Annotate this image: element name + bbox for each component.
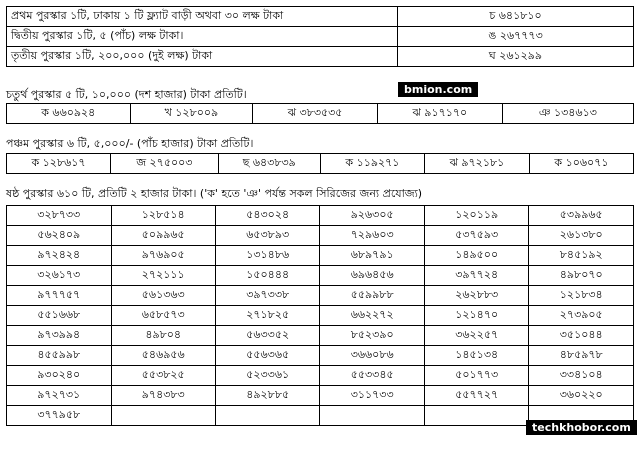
prize-number: ১৪৫১৩৪ bbox=[424, 346, 529, 366]
prize-number: ৫৫৩৮২৫ bbox=[111, 366, 215, 386]
prize-number: খ ১২৮০০৯ bbox=[130, 104, 253, 124]
prize-number: ১২১৮৩৪ bbox=[529, 286, 634, 306]
prize-number: জ ২৭৫০০৩ bbox=[111, 154, 219, 174]
fourth-prize-caption: চতুর্থ পুরস্কার ৫ টি, ১০,০০০ (দশ হাজার) টাকা প্রতিটি। bbox=[6, 88, 247, 101]
prize-number: ক ১১৯২৭১ bbox=[320, 154, 424, 174]
prize-number: ৫৬৩৩৫২ bbox=[215, 326, 319, 346]
prize-number: ক ১২৮৬১৭ bbox=[7, 154, 111, 174]
table-row bbox=[7, 7, 634, 27]
prize-number: ৩৬০২২০ bbox=[529, 386, 634, 406]
prize-number: ৪৯৮০৭০ bbox=[529, 266, 634, 286]
prize-number bbox=[215, 406, 319, 426]
prize-number: ৭২৯৬০৩ bbox=[320, 226, 425, 246]
prize-number: ২৬২৮৮৩ bbox=[424, 286, 529, 306]
sixth-prize-caption: ষষ্ঠ পুরস্কার ৬১০ টি, প্রতিটি ২ হাজার টাকা। ('ক' হতে 'ঞ' পর্যন্ত সকল সিরিজের জন্য প্রযোজ্য) bbox=[6, 187, 423, 200]
prize-number: ৪৫৫৯৯৮ bbox=[7, 346, 112, 366]
prize-number: ১২৮৫১৪ bbox=[111, 206, 215, 226]
prize-number bbox=[111, 406, 215, 426]
prize-number: ৯৭৩৯৯৪ bbox=[7, 326, 112, 346]
prize-number: ৫৫১৬৬৮ bbox=[7, 306, 112, 326]
prize-number: ২৭৩৯০৫ bbox=[529, 306, 634, 326]
prize-number: ক ১০৬০৭১ bbox=[529, 154, 633, 174]
prize-number: ৯৭৪৩৮৩ bbox=[111, 386, 215, 406]
prize-number: ৫৪৩০২৪ bbox=[215, 206, 319, 226]
prize-number: ছ ৬৪৩৮৩৯ bbox=[218, 154, 320, 174]
prize-number: ২৬১৩৮০ bbox=[529, 226, 634, 246]
prize-number: ৫৩৯৯৬৫ bbox=[529, 206, 634, 226]
prize-number: ৩৫১০৪৪ bbox=[529, 326, 634, 346]
table-row bbox=[7, 266, 634, 286]
prize-number: ঘ ২৬১২৯৯ bbox=[398, 47, 634, 67]
table-row bbox=[7, 386, 634, 406]
fifth-prize-table bbox=[6, 153, 634, 174]
prize-number: ঝ ৯১৭১৭০ bbox=[377, 104, 502, 124]
table-row bbox=[7, 346, 634, 366]
prize-number: ৩৭৭৯৫৮ bbox=[7, 406, 112, 426]
table-row bbox=[7, 286, 634, 306]
prize-number: ৩৬২২৫৭ bbox=[424, 326, 529, 346]
prize-number: ৮৫২৩৯০ bbox=[320, 326, 425, 346]
prize-number: ঙ ২৬৭৭৭৩ bbox=[398, 27, 634, 47]
prize-number: ৩৯৭৭২৪ bbox=[424, 266, 529, 286]
table-row bbox=[7, 27, 634, 47]
prize-number: ৯৭৭৭৫৭ bbox=[7, 286, 112, 306]
prize-number: ৬৮৯৭৯১ bbox=[320, 246, 425, 266]
prize-number: ঞ ১৩৪৬১৩ bbox=[502, 104, 633, 124]
watermark-badge: bmion.com bbox=[398, 82, 478, 97]
table-row bbox=[7, 104, 634, 124]
prize-number: ৩৯৭৩৩৮ bbox=[215, 286, 319, 306]
prize-number: ২৭১৮২৫ bbox=[215, 306, 319, 326]
watermark-badge: techkhobor.com bbox=[526, 420, 637, 435]
table-row bbox=[7, 366, 634, 386]
prize-number: ৯৭২৭৩১ bbox=[7, 386, 112, 406]
prize-number: ৫৬২৪০৯ bbox=[7, 226, 112, 246]
prize-number: ১৫০৪৪৪ bbox=[215, 266, 319, 286]
prize-number: ৩১১৭৩৩ bbox=[320, 386, 425, 406]
prize-number: ১২০১১৯ bbox=[424, 206, 529, 226]
prize-number: ৯২৬৩০৫ bbox=[320, 206, 425, 226]
fourth-prize-table bbox=[6, 103, 634, 124]
prize-label: প্রথম পুরস্কার ১টি, ঢাকায় ১ টি ফ্ল্যাট বাড়ী অথবা ৩০ লক্ষ টাকা bbox=[7, 7, 398, 27]
prize-number: ৬৬২২৭২ bbox=[320, 306, 425, 326]
prize-label: তৃতীয় পুরস্কার ১টি, ২০০,০০০ (দুই লক্ষ) টাকা bbox=[7, 47, 398, 67]
sixth-prize-table bbox=[6, 205, 634, 426]
prize-number bbox=[320, 406, 425, 426]
prize-number: ৫৫৯৯৮৮ bbox=[320, 286, 425, 306]
prize-number: চ ৬৪১৮১০ bbox=[398, 7, 634, 27]
prize-number: ৫৫৬৩৬৫ bbox=[215, 346, 319, 366]
prize-number: ৩৩৪১০৪ bbox=[529, 366, 634, 386]
prize-number: ৪৮৫৯৭৮ bbox=[529, 346, 634, 366]
prize-number bbox=[424, 406, 529, 426]
prize-number: ৪৯৮০৪ bbox=[111, 326, 215, 346]
prize-number: ৫৫৩৩৪৫ bbox=[320, 366, 425, 386]
prize-number: ৫৬১৩৬৩ bbox=[111, 286, 215, 306]
prize-number: ৪৯২৮৮৫ bbox=[215, 386, 319, 406]
prize-number: ৯৭৬৯০৫ bbox=[111, 246, 215, 266]
prize-number: ২৭২১১১ bbox=[111, 266, 215, 286]
prize-number: ৩৬৬০৮৬ bbox=[320, 346, 425, 366]
prize-number: ৫২৩৩৬১ bbox=[215, 366, 319, 386]
prize-number: ৬৫৮৫৭৩ bbox=[111, 306, 215, 326]
table-row bbox=[7, 206, 634, 226]
table-row bbox=[7, 226, 634, 246]
prize-number: ৫৪৬৯৫৬ bbox=[111, 346, 215, 366]
fifth-prize-caption: পঞ্চম পুরস্কার ৬ টি, ৫,০০০/- (পাঁচ হাজার) টাকা প্রতিটি। bbox=[6, 137, 254, 150]
prize-number: ৫০৯৯৬৫ bbox=[111, 226, 215, 246]
top-prizes-table bbox=[6, 6, 634, 67]
prize-number: ৮৪৫১৯২ bbox=[529, 246, 634, 266]
prize-number: ঝ ৯৭২১৮১ bbox=[424, 154, 529, 174]
prize-number: ৩২৮৭৩৩ bbox=[7, 206, 112, 226]
prize-number: ৯৭২৪২৪ bbox=[7, 246, 112, 266]
prize-number: ৯৩০২৪০ bbox=[7, 366, 112, 386]
prize-number: ৫৫৭৭২৭ bbox=[424, 386, 529, 406]
table-row bbox=[7, 47, 634, 67]
table-row bbox=[7, 306, 634, 326]
prize-number: ১২১৪৭০ bbox=[424, 306, 529, 326]
prize-number: ১৪৯৫০০ bbox=[424, 246, 529, 266]
prize-label: দ্বিতীয় পুরস্কার ১টি, ৫ (পাঁচ) লক্ষ টাকা। bbox=[7, 27, 398, 47]
prize-number: ৫৩৭৫৯৩ bbox=[424, 226, 529, 246]
prize-number: ৬৯৬৪৫৬ bbox=[320, 266, 425, 286]
table-row bbox=[7, 326, 634, 346]
prize-number: ৫০১৭৭৩ bbox=[424, 366, 529, 386]
table-row bbox=[7, 154, 634, 174]
table-row bbox=[7, 246, 634, 266]
prize-number: ৩২৬১৭৩ bbox=[7, 266, 112, 286]
prize-number: ক ৬৬০৯২৪ bbox=[7, 104, 131, 124]
prize-number: ৬৫৩৮৯৩ bbox=[215, 226, 319, 246]
prize-number: ১৩১৪৮৬ bbox=[215, 246, 319, 266]
prize-number: ঝ ৩৮৩৫৩৫ bbox=[253, 104, 378, 124]
